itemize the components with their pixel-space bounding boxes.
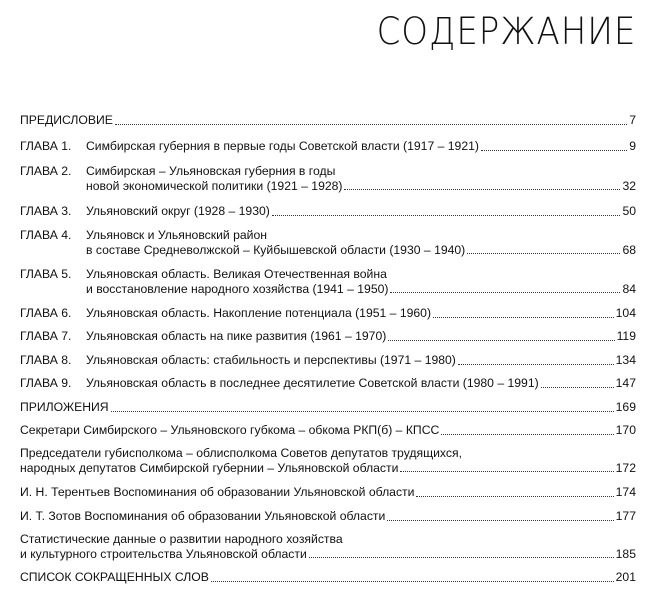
- toc-page-number: 185: [615, 546, 636, 561]
- toc-entry-text-line-1: Симбирская – Ульяновская губерния в годы: [86, 164, 336, 178]
- chapter-label: ГЛАВА 1.: [20, 139, 72, 153]
- toc-entry-text: Ульяновский округ (1928 – 1930): [86, 204, 270, 218]
- leader-dots: [433, 316, 614, 318]
- leader-dots: [309, 556, 614, 558]
- toc-page-number: 177: [615, 509, 636, 523]
- toc-entry-text-line-1: Ульяновск и Ульяновский район: [86, 228, 267, 242]
- page-title: СОДЕРЖАНИЕ: [376, 10, 636, 53]
- leader-dots: [458, 363, 614, 365]
- toc-entry-text: ПРЕДИСЛОВИЕ: [20, 113, 113, 127]
- toc-entry-chapter-7: [20, 329, 636, 344]
- toc-entry-text-line-2: в составе Средневолжской – Куйбышевской области (1930 – 1940): [86, 242, 466, 257]
- toc-entry-text: СПИСОК СОКРАЩЕННЫХ СЛОВ: [20, 570, 209, 584]
- toc-entry-secretaries: [20, 423, 636, 438]
- toc-page-number: 201: [615, 570, 636, 584]
- toc-entry-chairmen: [20, 446, 636, 475]
- toc-entry-text-line-2: и восстановление народного хозяйства (1941 – 1950): [86, 281, 389, 296]
- leader-dots: [541, 386, 614, 388]
- toc-entry-zotov-memoirs: [20, 509, 636, 524]
- toc-entry-text-line-1: Статистические данные о развитии народного хозяйства: [20, 532, 343, 546]
- toc-entry-terentyev-memoirs: [20, 485, 636, 500]
- toc-entry-text: И. Т. Зотов Воспоминания об образовании Ульяновской области: [20, 509, 386, 523]
- toc-page-number: 172: [615, 460, 636, 475]
- leader-dots: [388, 339, 614, 341]
- toc-entry-text-line-1: Ульяновская область. Великая Отечественная война: [86, 267, 387, 281]
- leader-dots: [211, 580, 614, 582]
- toc-page-number: 119: [616, 329, 636, 343]
- leader-dots: [387, 519, 613, 521]
- toc-page-number: 50: [622, 204, 636, 218]
- chapter-label: ГЛАВА 9.: [20, 376, 72, 390]
- toc-entry-text: И. Н. Терентьев Воспоминания об образовании Ульяновской области: [20, 485, 415, 499]
- toc-page-number: 174: [615, 485, 636, 499]
- leader-dots: [344, 188, 620, 190]
- toc-entry-chapter-3: [20, 204, 636, 219]
- toc-entry-chapter-9: [20, 376, 636, 391]
- toc-entry-text: ПРИЛОЖЕНИЯ: [20, 400, 109, 414]
- toc-entry-statistics: [20, 532, 636, 561]
- toc-entry-abbreviations: [20, 570, 636, 585]
- toc-entry-text: Симбирская губерния в первые годы Советской власти (1917 – 1921): [86, 139, 479, 153]
- toc-entry-chapter-8: [20, 353, 636, 368]
- toc-entry-text-line-2: и культурного строительства Ульяновской области: [20, 546, 307, 561]
- leader-dots: [400, 470, 613, 472]
- leader-dots: [441, 433, 613, 435]
- toc-entry-text-line-2: народных депутатов Симбирской губернии – Ульяновской области: [20, 460, 399, 475]
- leader-dots: [467, 252, 620, 254]
- toc-page-number: 9: [629, 139, 636, 153]
- chapter-label: ГЛАВА 6.: [20, 306, 72, 320]
- toc-entry-chapter-4: [20, 228, 636, 257]
- toc-entry-text: Секретари Симбирского – Ульяновского губкома – обкома РКП(б) – КПСС: [20, 423, 440, 437]
- toc-entry-chapter-5: [20, 267, 636, 296]
- toc-page-number: 170: [615, 423, 636, 437]
- leader-dots: [390, 291, 620, 293]
- toc-entry-text-line-1: Председатели губисполкома – облисполкома Советов депутатов трудящихся,: [20, 446, 462, 460]
- toc-page-number: 68: [622, 242, 636, 257]
- toc-entry-chapter-6: [20, 306, 636, 321]
- leader-dots: [416, 495, 613, 497]
- toc-entry-chapter-1: [20, 139, 636, 154]
- toc-entry-text: Ульяновская область. Накопление потенциала (1951 – 1960): [86, 306, 432, 320]
- leader-dots: [481, 149, 627, 151]
- toc-page-number: 104: [615, 306, 636, 320]
- toc-page-number: 147: [615, 376, 636, 390]
- chapter-label: ГЛАВА 7.: [20, 329, 72, 343]
- leader-dots: [272, 214, 621, 216]
- toc-entry-text: Ульяновская область: стабильность и перспективы (1971 – 1980): [86, 353, 456, 367]
- toc-page-number: 84: [622, 281, 636, 296]
- leader-dots: [115, 123, 627, 125]
- chapter-label: ГЛАВА 2.: [20, 164, 72, 178]
- toc-page-number: 169: [615, 400, 636, 414]
- toc-page-number: 7: [629, 113, 636, 127]
- chapter-label: ГЛАВА 4.: [20, 228, 72, 242]
- leader-dots: [111, 410, 614, 412]
- toc-entry-preface: [20, 113, 636, 128]
- chapter-label: ГЛАВА 8.: [20, 353, 72, 367]
- chapter-label: ГЛАВА 5.: [20, 267, 72, 281]
- toc-entry-chapter-2: [20, 164, 636, 193]
- toc-entry-text-line-2: новой экономической политики (1921 – 1928): [86, 178, 343, 193]
- toc-entry-appendices: [20, 400, 636, 415]
- chapter-label: ГЛАВА 3.: [20, 204, 72, 218]
- toc-entry-text: Ульяновская область в последнее десятилетие Советской власти (1980 – 1991): [86, 376, 539, 390]
- toc-entry-text: Ульяновская область на пике развития (1961 – 1970): [86, 329, 387, 343]
- toc-page-number: 32: [622, 178, 636, 193]
- toc-page-number: 134: [615, 353, 636, 367]
